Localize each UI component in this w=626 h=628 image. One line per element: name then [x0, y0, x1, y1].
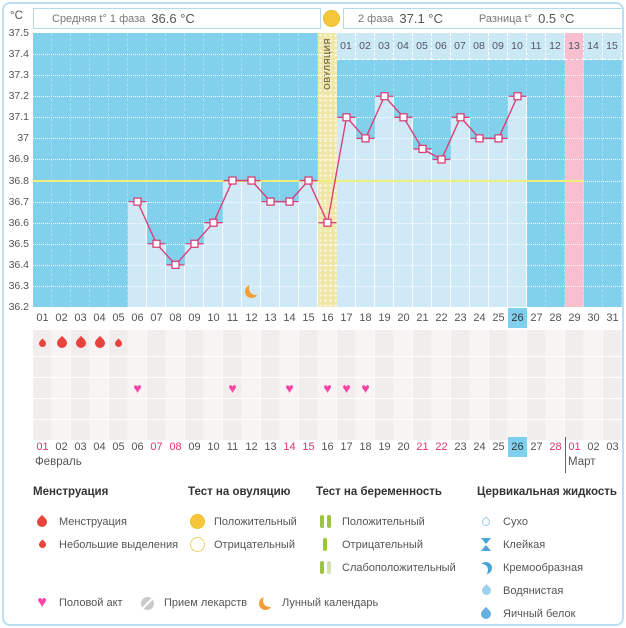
temperature-marker: [267, 198, 274, 205]
phase2-value: 37.1 °C: [399, 11, 443, 26]
cycle-day-cell[interactable]: 30: [587, 312, 600, 324]
calendar-date-cell[interactable]: 22: [435, 441, 448, 453]
crescent-icon: [477, 562, 495, 574]
legend-item-label: Кремообразная: [503, 561, 584, 574]
temperature-marker: [305, 177, 312, 184]
month-label-mar: Март: [568, 456, 596, 468]
y-tick-label: 36.4: [8, 258, 29, 271]
cycle-day-cell[interactable]: 03: [74, 312, 87, 324]
cycle-day-cell[interactable]: 29: [568, 312, 581, 324]
circle-filled-icon: [188, 514, 206, 529]
calendar-date-cell[interactable]: 19: [378, 441, 391, 453]
calendar-date-cell[interactable]: 20: [397, 441, 410, 453]
cycle-day-cell[interactable]: 14: [283, 312, 296, 324]
calendar-date-cell[interactable]: 01: [36, 441, 49, 453]
temperature-marker: [172, 261, 179, 268]
dpo-cell: 09: [489, 33, 508, 60]
legend-group: [316, 486, 456, 579]
fertility-chart-panel: [2, 2, 624, 626]
dpo-cell: 15: [603, 33, 622, 60]
legend-item: [477, 579, 617, 602]
calendar-date-cell[interactable]: 02: [587, 441, 600, 453]
menstruation-drop-icon: [71, 330, 90, 356]
legend-item-label: Небольшие выделения: [59, 538, 179, 551]
dpo-cell: 14: [584, 33, 603, 60]
temperature-line: [138, 96, 518, 265]
heart-icon: ♥: [37, 594, 47, 611]
drop-icon: [73, 336, 87, 350]
y-tick-label: 37: [17, 132, 29, 145]
temperature-marker: [210, 219, 217, 226]
intimacy-heart-icon: ♥: [285, 379, 294, 396]
y-tick-label: 36.9: [8, 153, 29, 166]
calendar-date-cell[interactable]: 09: [188, 441, 201, 453]
menstruation-drop-icon: [109, 330, 128, 356]
temperature-marker: [400, 114, 407, 121]
legend-item: [477, 602, 617, 625]
legend-group: [33, 486, 178, 556]
legend-item-label: Прием лекарств: [164, 597, 248, 609]
temp-diff-value: 0.5 °C: [538, 11, 575, 26]
calendar-date-cell[interactable]: 17: [340, 441, 353, 453]
legend-item-label: Менструация: [59, 515, 127, 528]
calendar-date-cell[interactable]: 07: [150, 441, 163, 453]
cycle-day-cell[interactable]: 19: [378, 312, 391, 324]
cycle-day-cell[interactable]: 18: [359, 312, 372, 324]
calendar-date-row: [33, 437, 622, 457]
temperature-marker: [248, 177, 255, 184]
legend-item-label: Слабоположительный: [342, 561, 456, 574]
cycle-day-cell[interactable]: 06: [131, 312, 144, 324]
drop-icon: [92, 336, 106, 350]
temperature-marker: [419, 145, 426, 152]
cycle-day-cell[interactable]: 15: [302, 312, 315, 324]
calendar-date-cell[interactable]: 13: [264, 441, 277, 453]
legend-item-label: Лунный календарь: [282, 597, 379, 609]
y-tick-label: 36.3: [8, 279, 29, 292]
y-tick-label: 36.5: [8, 237, 29, 250]
calendar-date-cell[interactable]: 23: [454, 441, 467, 453]
menstruation-drop-icon: [90, 330, 109, 356]
intimacy-heart-icon: ♥: [361, 379, 370, 396]
cycle-day-cell[interactable]: 24: [473, 312, 486, 324]
cycle-day-cell[interactable]: 22: [435, 312, 448, 324]
calendar-date-cell[interactable]: 12: [245, 441, 258, 453]
y-tick-label: 37.1: [8, 111, 29, 124]
cycle-day-cell[interactable]: 01: [36, 312, 49, 324]
y-tick-label: 36.2: [8, 301, 29, 313]
cycle-day-cell[interactable]: 05: [112, 312, 125, 324]
legend-item: [316, 556, 456, 579]
cycle-day-cell[interactable]: 10: [207, 312, 220, 324]
calendar-date-cell[interactable]: 27: [530, 441, 543, 453]
y-tick-label: 36.6: [8, 216, 29, 229]
calendar-date-cell[interactable]: 11: [226, 441, 239, 453]
legend-item: [33, 533, 178, 556]
drop-icon: [54, 336, 68, 350]
cycle-day-cell[interactable]: 28: [549, 312, 562, 324]
menstruation-drop-icon: [52, 330, 71, 356]
phase2-stats-box: [343, 8, 624, 29]
dpo-cell: 02: [356, 33, 375, 60]
cycle-day-cell[interactable]: 12: [245, 312, 258, 324]
legend-item: [477, 510, 617, 533]
legend-group: [188, 486, 297, 556]
moon-calendar-icon: [245, 285, 258, 298]
legend-item-label: Яичный белок: [503, 607, 576, 620]
y-tick-label: 37.2: [8, 90, 29, 103]
calendar-date-cell[interactable]: 05: [112, 441, 125, 453]
y-tick-label: 36.7: [8, 195, 29, 208]
temperature-marker: [191, 240, 198, 247]
dpo-cell: 07: [451, 33, 470, 60]
temperature-marker: [343, 114, 350, 121]
calendar-date-cell[interactable]: 06: [131, 441, 144, 453]
bars-weak-icon: [316, 561, 334, 574]
cycle-day-cell[interactable]: 16: [321, 312, 334, 324]
drop-solid-icon: [477, 609, 495, 619]
cycle-day-cell[interactable]: 02: [55, 312, 68, 324]
ovulation-column-label: ОВУЛЯЦИЯ: [322, 38, 332, 90]
bar-one-icon: [316, 538, 334, 551]
cycle-day-cell[interactable]: 17: [340, 312, 353, 324]
calendar-date-cell[interactable]: 21: [416, 441, 429, 453]
circle-outline-icon: [188, 537, 206, 552]
temperature-marker: [286, 198, 293, 205]
calendar-date-cell[interactable]: 10: [207, 441, 220, 453]
phase2-label: 2 фаза: [358, 12, 394, 25]
temperature-marker: [324, 219, 331, 226]
calendar-date-cell[interactable]: 03: [74, 441, 87, 453]
calendar-date-cell[interactable]: 28: [549, 441, 562, 453]
calendar-date-cell[interactable]: 16: [321, 441, 334, 453]
drop-big-icon: [33, 517, 51, 527]
grid-row-divider: [33, 419, 622, 420]
dpo-cell: 06: [432, 33, 451, 60]
calendar-date-cell[interactable]: 02: [55, 441, 68, 453]
calendar-date-cell[interactable]: 24: [473, 441, 486, 453]
phase1-average-value: 36.6 °C: [151, 11, 195, 26]
legend-item-label: Водянистая: [503, 584, 564, 597]
phase1-average-box: [33, 8, 321, 29]
dpo-cell: 03: [375, 33, 394, 60]
calendar-date-cell[interactable]: 14: [283, 441, 296, 453]
calendar-date-cell[interactable]: 01: [568, 441, 581, 453]
intimacy-heart-icon: ♥: [323, 379, 332, 396]
cycle-day-cell[interactable]: 27: [530, 312, 543, 324]
intimacy-heart-icon: ♥: [228, 379, 237, 396]
dpo-cell: 10: [508, 33, 527, 60]
grid-row-divider: [33, 398, 622, 399]
legend-group-title: Цервикальная жидкость: [477, 486, 617, 498]
drop-icon: [114, 338, 124, 348]
intimacy-heart-icon: ♥: [133, 379, 142, 396]
temperature-marker: [514, 93, 521, 100]
temp-diff-label: Разница t°: [478, 12, 533, 25]
y-tick-label: 36.8: [8, 174, 29, 187]
cycle-day-cell[interactable]: 11: [226, 312, 239, 324]
temperature-marker: [153, 240, 160, 247]
dpo-cell: 01: [337, 33, 356, 60]
dpo-cell: 11: [527, 33, 546, 60]
cycle-day-cell[interactable]: 21: [416, 312, 429, 324]
cycle-day-cell[interactable]: 20: [397, 312, 410, 324]
temperature-marker: [381, 93, 388, 100]
legend-item: [33, 594, 123, 612]
cycle-day-cell[interactable]: 08: [169, 312, 182, 324]
symptom-grid: [33, 330, 622, 440]
temperature-line-chart: [33, 33, 622, 307]
temperature-marker: [229, 177, 236, 184]
cycle-day-cell[interactable]: 09: [188, 312, 201, 324]
legend-item-label: Клейкая: [503, 538, 546, 551]
pill-icon: [138, 597, 156, 610]
temperature-marker: [362, 135, 369, 142]
temp-unit-label: °C: [10, 10, 23, 22]
dpo-cell: 08: [470, 33, 489, 60]
bars-two-icon: [316, 515, 334, 528]
calendar-date-cell[interactable]: 26: [508, 437, 527, 457]
legend-group: [477, 486, 617, 625]
y-tick-label: 37.3: [8, 69, 29, 82]
calendar-date-cell[interactable]: 18: [359, 441, 372, 453]
dpo-cell: 04: [394, 33, 413, 60]
legend-group-title: Менструация: [33, 486, 109, 498]
dpo-cell: 05: [413, 33, 432, 60]
dpo-cell: 12: [546, 33, 565, 60]
ovulation-test-positive-icon: [323, 10, 340, 27]
chart-plot: [33, 33, 622, 307]
legend-item-label: Положительный: [214, 515, 297, 528]
y-tick-label: 37.5: [8, 27, 29, 39]
month-label-feb: Февраль: [35, 456, 82, 468]
temperature-marker: [457, 114, 464, 121]
legend-item-label: Положительный: [342, 515, 425, 528]
intimacy-heart-icon: ♥: [342, 379, 351, 396]
cycle-day-cell[interactable]: 07: [150, 312, 163, 324]
legend-item: [477, 533, 617, 556]
cycle-day-cell[interactable]: 25: [492, 312, 505, 324]
cycle-day-cell[interactable]: 26: [508, 308, 527, 328]
temperature-marker: [495, 135, 502, 142]
menstruation-drop-icon: [33, 330, 52, 356]
cycle-day-cell[interactable]: 04: [93, 312, 106, 324]
cycle-day-cell[interactable]: 31: [606, 312, 619, 324]
temperature-marker: [438, 156, 445, 163]
calendar-date-cell[interactable]: 03: [606, 441, 619, 453]
drop-light-icon: [477, 586, 495, 595]
hourglass-icon: [477, 538, 495, 551]
legend-item-label: Отрицательный: [342, 538, 423, 551]
legend-item: [33, 510, 178, 533]
legend-group-title: Тест на овуляцию: [188, 486, 291, 498]
cycle-day-cell[interactable]: 13: [264, 312, 277, 324]
drop-icon: [38, 338, 48, 348]
cycle-day-row: [33, 308, 622, 328]
calendar-date-cell[interactable]: 08: [169, 441, 182, 453]
grid-row-divider: [33, 356, 622, 357]
legend-item: [316, 510, 456, 533]
y-tick-label: 37.4: [8, 48, 29, 61]
legend-item: [188, 510, 297, 533]
legend-item: [256, 594, 378, 612]
legend-item: [138, 594, 247, 612]
calendar-date-cell[interactable]: 25: [492, 441, 505, 453]
calendar-date-cell[interactable]: 15: [302, 441, 315, 453]
legend-item-label: Сухо: [503, 515, 528, 528]
month-divider: [565, 437, 566, 473]
cycle-day-cell[interactable]: 23: [454, 312, 467, 324]
legend-group-title: Тест на беременность: [316, 486, 442, 498]
legend-item: [316, 533, 456, 556]
drop-small-icon: [33, 541, 51, 548]
temperature-marker: [134, 198, 141, 205]
legend-item-label: Половой акт: [59, 597, 123, 609]
legend-item: [477, 556, 617, 579]
legend-item: [188, 533, 297, 556]
drop-outline-icon: [477, 518, 495, 526]
temperature-marker: [476, 135, 483, 142]
calendar-date-cell[interactable]: 04: [93, 441, 106, 453]
phase1-average-label: Средняя t° 1 фаза: [52, 12, 146, 25]
moon-icon: [256, 597, 274, 610]
legend-item-label: Отрицательный: [214, 538, 295, 551]
dpo-cell: 13: [565, 33, 584, 60]
